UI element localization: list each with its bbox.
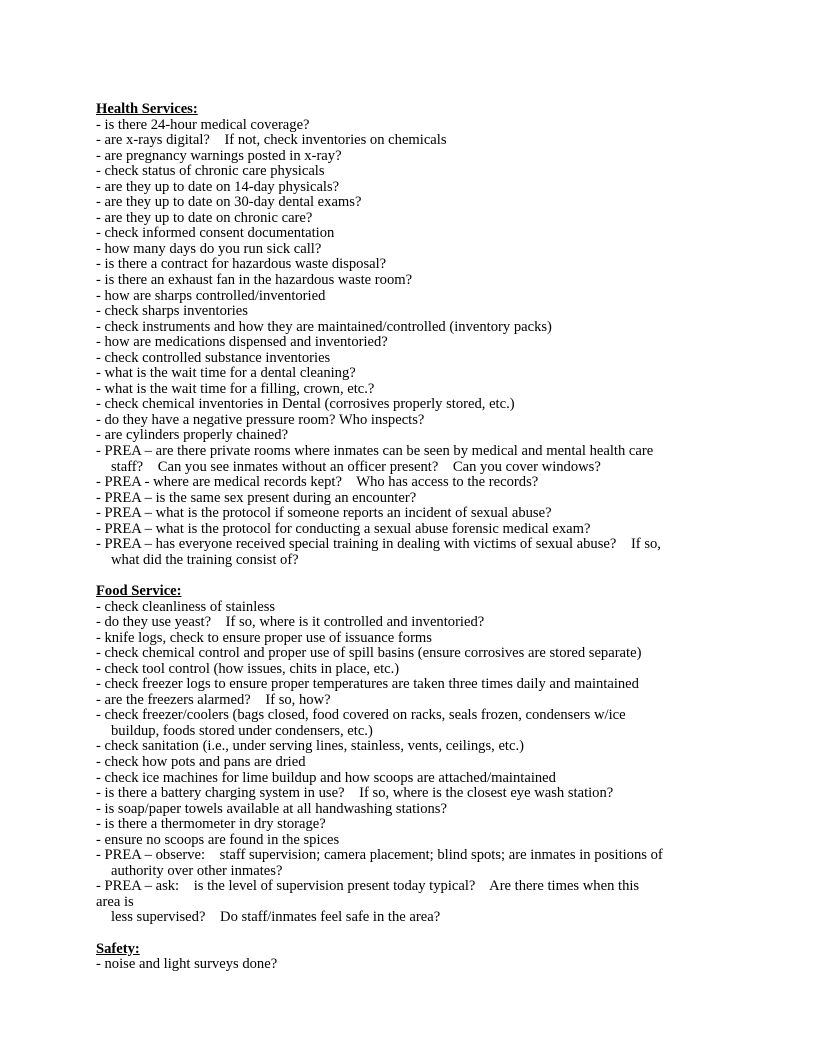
list-item-continuation: staff? Can you see inmates without an officer present? Can you cover windows?: [111, 458, 601, 475]
list-item: - check cleanliness of stainless: [96, 598, 276, 615]
list-item: - PREA – what is the protocol for conducting a sexual abuse forensic medical exam?: [96, 520, 591, 537]
list-item: - are they up to date on 30-day dental exams?: [96, 194, 362, 211]
list-item: - are the freezers alarmed? If so, how?: [96, 691, 331, 708]
list-item: - are cylinders properly chained?: [96, 427, 289, 444]
section-heading: Health Services:: [96, 101, 198, 117]
list-item: - are they up to date on 14-day physicals?: [96, 178, 340, 195]
list-item-continuation: what did the training consist of?: [111, 551, 299, 568]
list-item: - is there a battery charging system in use? If so, where is the closest eye wash station?: [96, 785, 614, 802]
list-item: - check how pots and pans are dried: [96, 753, 306, 770]
document-page: [96, 102, 736, 988]
list-item: - check instruments and how they are maintained/controlled (inventory packs): [96, 318, 552, 335]
list-item: - are pregnancy warnings posted in x-ray?: [96, 147, 342, 164]
list-item: - PREA – ask: is the level of supervision present today typical? Are there times when this: [96, 878, 640, 895]
section-health-services: [96, 102, 736, 568]
list-item: - check informed consent documentation: [96, 225, 335, 242]
list-item: - is there 24-hour medical coverage?: [96, 116, 310, 133]
list-item: - PREA – observe: staff supervision; camera placement; blind spots; are inmates in positions of: [96, 847, 663, 864]
section-safety: [96, 942, 736, 973]
list-item: - check sanitation (i.e., under serving lines, stainless, vents, ceilings, etc.): [96, 738, 524, 755]
list-item: - check ice machines for lime buildup and how scoops are attached/maintained: [96, 769, 556, 786]
list-item-continuation: less supervised? Do staff/inmates feel safe in the area?: [111, 909, 441, 926]
list-item: - check freezer logs to ensure proper temperatures are taken three times daily and maintained: [96, 676, 639, 693]
list-item: - do they use yeast? If so, where is it controlled and inventoried?: [96, 614, 485, 631]
list-item: - PREA – are there private rooms where inmates can be seen by medical and mental health care: [96, 443, 654, 460]
list-item: - ensure no scoops are found in the spices: [96, 831, 340, 848]
list-item: - do they have a negative pressure room? Who inspects?: [96, 411, 425, 428]
list-item: - are x-rays digital? If not, check inventories on chemicals: [96, 132, 447, 149]
list-item: - knife logs, check to ensure proper use of issuance forms: [96, 629, 432, 646]
list-item: - how are medications dispensed and inventoried?: [96, 334, 388, 351]
list-item: - check chemical inventories in Dental (corrosives properly stored, etc.): [96, 396, 515, 413]
list-item: - what is the wait time for a filling, crown, etc.?: [96, 380, 375, 397]
list-item: - noise and light surveys done?: [96, 956, 278, 973]
list-item: - PREA - where are medical records kept? Who has access to the records?: [96, 474, 539, 491]
list-item: - how are sharps controlled/inventoried: [96, 287, 326, 304]
list-item-continuation: authority over other inmates?: [111, 862, 283, 879]
list-item: - is soap/paper towels available at all handwashing stations?: [96, 800, 447, 817]
section-heading: Food Service:: [96, 582, 182, 599]
section-heading: Safety:: [96, 940, 140, 957]
list-item-continuation: buildup, foods stored under condensers, etc.): [111, 722, 373, 739]
section-food-service: [96, 584, 736, 926]
list-item: - how many days do you run sick call?: [96, 240, 322, 257]
list-item: - PREA – what is the protocol if someone reports an incident of sexual abuse?: [96, 505, 552, 522]
list-item: - check status of chronic care physicals: [96, 163, 325, 180]
list-item: - check chemical control and proper use of spill basins (ensure corrosives are stored separate): [96, 645, 642, 662]
list-item-continuation: area is: [96, 893, 134, 910]
list-item: - are they up to date on chronic care?: [96, 209, 313, 226]
list-item: - PREA – has everyone received special training in dealing with victims of sexual abuse? If so,: [96, 536, 661, 553]
list-item: - is there a contract for hazardous waste disposal?: [96, 256, 387, 273]
list-item: - check freezer/coolers (bags closed, food covered on racks, seals frozen, condensers w/ice: [96, 707, 626, 724]
list-item: - is there an exhaust fan in the hazardous waste room?: [96, 272, 413, 289]
list-item: - what is the wait time for a dental cleaning?: [96, 365, 356, 382]
list-item: - PREA – is the same sex present during an encounter?: [96, 489, 417, 506]
list-item: - check controlled substance inventories: [96, 349, 331, 366]
list-item: - check sharps inventories: [96, 303, 248, 320]
list-item: - check tool control (how issues, chits in place, etc.): [96, 660, 400, 677]
list-item: - is there a thermometer in dry storage?: [96, 816, 326, 833]
